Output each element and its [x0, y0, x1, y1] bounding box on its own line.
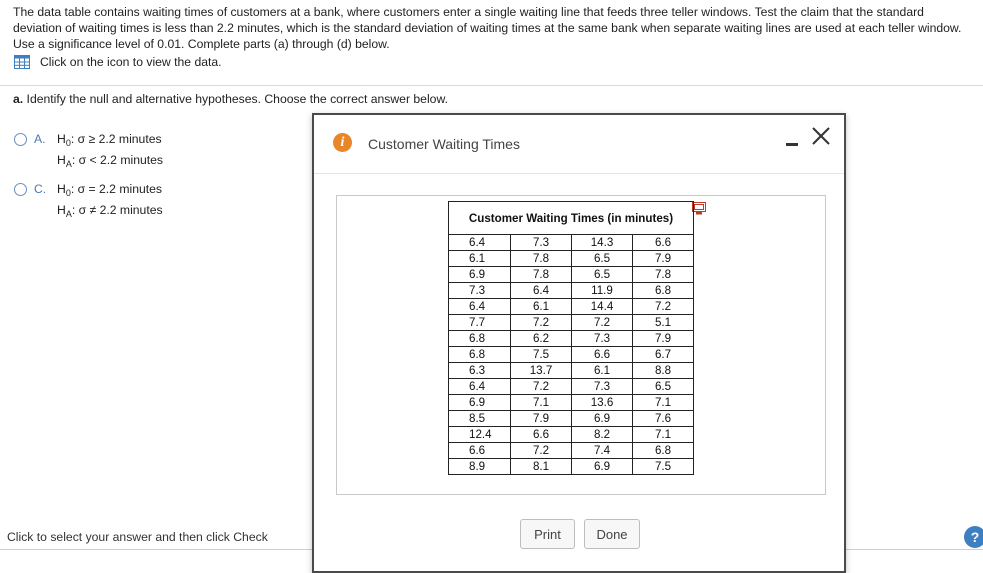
data-modal [312, 113, 846, 573]
table-cell: 7.3 [572, 331, 633, 347]
table-cell: 7.2 [633, 299, 694, 315]
table-cell: 6.7 [633, 347, 694, 363]
table-cell: 6.1 [449, 251, 511, 267]
table-cell: 12.4 [449, 427, 511, 443]
copy-icon[interactable] [692, 202, 706, 215]
table-cell: 6.6 [449, 443, 511, 459]
table-cell: 8.1 [511, 459, 572, 475]
table-cell: 7.8 [511, 251, 572, 267]
divider [0, 85, 983, 86]
data-table-panel [336, 195, 826, 495]
table-cell: 7.5 [633, 459, 694, 475]
table-cell: 7.2 [572, 315, 633, 331]
table-row [449, 283, 694, 299]
table-row [449, 459, 694, 475]
table-cell: 11.9 [572, 283, 633, 299]
table-row [449, 443, 694, 459]
option-c-radio[interactable] [14, 183, 27, 196]
table-cell: 7.9 [511, 411, 572, 427]
close-icon [810, 125, 832, 147]
table-cell: 5.1 [633, 315, 694, 331]
part-a-prompt [13, 92, 448, 106]
table-cell: 6.8 [449, 347, 511, 363]
help-button[interactable]: ? [964, 526, 983, 548]
option-a-alt-hypothesis: $H_A$: σ < 2.2 minutes [57, 153, 164, 169]
table-row [449, 411, 694, 427]
table-cell: 7.1 [633, 427, 694, 443]
table-cell: 7.7 [449, 315, 511, 331]
table-cell: 6.6 [511, 427, 572, 443]
table-row [449, 347, 694, 363]
table-cell: 6.3 [449, 363, 511, 379]
table-cell: 6.4 [511, 283, 572, 299]
data-table-icon[interactable] [14, 55, 30, 69]
option-a-null-hypothesis: $H_0$: σ ≥ 2.2 minutes [57, 132, 162, 148]
option-a-radio[interactable] [14, 133, 27, 146]
table-row [449, 395, 694, 411]
question-text: The data table contains waiting times of customers at a bank, where customers enter a single waiting line that feeds three teller windows. Test the claim that the standard deviation of waiting times is less than 2.2 minutes, which is the standard deviation of waiting times at the same bank when separate waiting lines are used at each teller window. Use a significance level of 0.01. Complete parts (a) through (d) below. [13, 5, 962, 51]
table-cell: 6.2 [511, 331, 572, 347]
table-cell: 13.6 [572, 395, 633, 411]
table-cell: 7.3 [572, 379, 633, 395]
option-a-letter[interactable]: A. [34, 132, 46, 146]
table-cell: 8.9 [449, 459, 511, 475]
table-cell: 6.6 [633, 235, 694, 251]
option-c-null-hypothesis: $H_0$: σ = 2.2 minutes [57, 182, 163, 198]
table-cell: 6.8 [449, 331, 511, 347]
table-row [449, 363, 694, 379]
table-cell: 7.2 [511, 315, 572, 331]
table-row [449, 331, 694, 347]
table-cell: 6.4 [449, 379, 511, 395]
print-button[interactable]: Print [520, 519, 575, 549]
table-cell: 7.9 [633, 251, 694, 267]
table-cell: 6.9 [572, 459, 633, 475]
table-cell: 6.8 [633, 283, 694, 299]
table-row [449, 299, 694, 315]
part-a-label: a. [13, 92, 24, 106]
table-cell: 14.4 [572, 299, 633, 315]
done-button[interactable]: Done [584, 519, 640, 549]
option-c-letter[interactable]: C. [34, 182, 47, 196]
table-cell: 6.8 [633, 443, 694, 459]
table-cell: 6.5 [572, 267, 633, 283]
close-button[interactable] [810, 125, 832, 147]
table-cell: 6.9 [449, 267, 511, 283]
view-data-link[interactable] [14, 55, 222, 69]
table-cell: 6.1 [511, 299, 572, 315]
minimize-button[interactable] [785, 138, 799, 150]
table-cell: 7.3 [511, 235, 572, 251]
modal-title: Customer Waiting Times [368, 136, 520, 152]
table-cell: 6.5 [572, 251, 633, 267]
table-cell: 7.1 [511, 395, 572, 411]
table-cell: 7.5 [511, 347, 572, 363]
table-cell: 6.6 [572, 347, 633, 363]
table-cell: 7.9 [633, 331, 694, 347]
table-cell: 7.8 [511, 267, 572, 283]
table-row [449, 379, 694, 395]
minimize-icon [786, 143, 798, 146]
table-cell: 6.9 [449, 395, 511, 411]
table-cell: 7.2 [511, 443, 572, 459]
table-cell: 6.4 [449, 299, 511, 315]
table-header: Customer Waiting Times (in minutes) [449, 202, 694, 235]
footer-instruction: Click to select your answer and then click Check [7, 530, 268, 544]
table-cell: 7.1 [633, 395, 694, 411]
table-row [449, 235, 694, 251]
table-cell: 8.5 [449, 411, 511, 427]
table-cell: 6.5 [633, 379, 694, 395]
option-c-alt-hypothesis: $H_A$: σ ≠ 2.2 minutes [57, 203, 163, 219]
table-cell: 14.3 [572, 235, 633, 251]
table-cell: 8.2 [572, 427, 633, 443]
table-cell: 13.7 [511, 363, 572, 379]
table-cell: 6.9 [572, 411, 633, 427]
table-cell: 7.3 [449, 283, 511, 299]
table-cell: 7.2 [511, 379, 572, 395]
part-a-text: Identify the null and alternative hypotheses. Choose the correct answer below. [23, 92, 448, 106]
table-cell: 7.4 [572, 443, 633, 459]
modal-header [314, 115, 844, 174]
info-icon: i [333, 133, 352, 152]
table-row [449, 251, 694, 267]
table-row [449, 267, 694, 283]
table-row [449, 427, 694, 443]
table-row [449, 315, 694, 331]
table-cell: 6.1 [572, 363, 633, 379]
table-cell: 7.8 [633, 267, 694, 283]
view-data-label[interactable]: Click on the icon to view the data. [40, 55, 222, 69]
table-cell: 8.8 [633, 363, 694, 379]
table-cell: 6.4 [449, 235, 511, 251]
table-cell: 7.6 [633, 411, 694, 427]
waiting-times-table [448, 201, 694, 475]
